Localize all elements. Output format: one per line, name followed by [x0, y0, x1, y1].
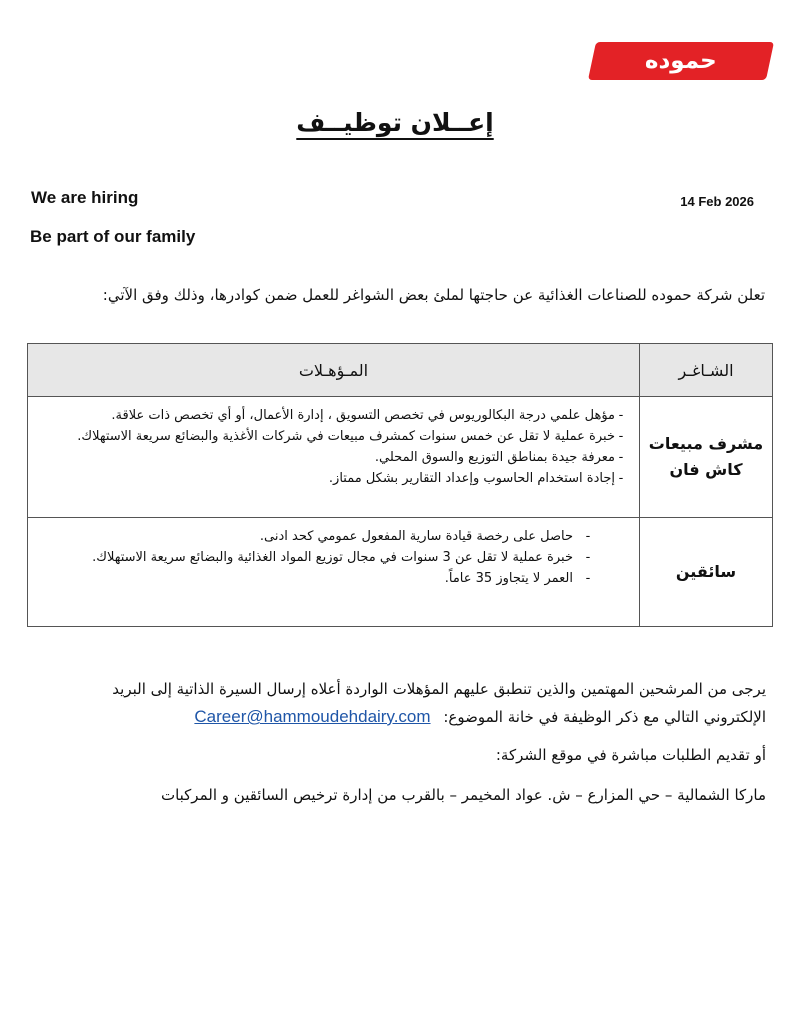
bullet-dash: - — [618, 408, 624, 423]
instructions-line: يرجى من المرشحين المهتمين والذين تنطبق عليهم المؤهلات الواردة أعلاه إرسال السيرة الذاتية إلى البريد — [112, 680, 766, 698]
logo-text: حموده — [645, 47, 717, 74]
list-item — [38, 547, 627, 568]
table-row — [28, 518, 773, 627]
bullet-dash: - — [618, 471, 624, 486]
vacancies-table — [27, 343, 773, 627]
qualification-text: مؤهل علمي درجة البكالوريوس في تخصص التسويق ، إدارة الأعمال، أو أي تخصص ذات علاقة. — [111, 408, 615, 423]
qualifications-cell — [28, 518, 640, 627]
page-title: إعــلان توظيــف — [296, 108, 494, 137]
instructions-line — [28, 703, 766, 731]
bullet-dash: - — [585, 550, 591, 565]
list-item — [38, 468, 627, 489]
bullet-dash: - — [618, 429, 624, 444]
email-link[interactable]: Career@hammoudehdairy.com — [194, 707, 431, 726]
table-row — [28, 397, 773, 518]
qualification-text: حاصل على رخصة قيادة سارية المفعول عمومي كحد ادنى. — [259, 529, 573, 544]
job-column-header: الشـاغـر — [640, 344, 773, 397]
list-item — [38, 526, 627, 547]
hiring-heading: We are hiring — [31, 188, 139, 207]
list-item — [38, 568, 627, 589]
list-item — [38, 405, 627, 426]
qualification-text: معرفة جيدة بمناطق التوزيع والسوق المحلي. — [374, 450, 615, 465]
job-title-cell — [640, 518, 773, 627]
job-title-line: سائقين — [675, 562, 737, 581]
company-logo — [588, 42, 774, 80]
company-address: ماركا الشمالية – حي المزارع – ش. عواد المخيمر – بالقرب من إدارة ترخيص السائقين و المركبات — [160, 786, 766, 804]
job-title-cell — [640, 397, 773, 518]
announcement-date: 14 Feb 2026 — [680, 194, 754, 209]
application-instructions — [28, 676, 766, 731]
instructions-text: الإلكتروني التالي مع ذكر الوظيفة في خانة الموضوع: — [443, 708, 766, 726]
qualifications-list — [38, 526, 627, 589]
qualifications-list — [38, 405, 627, 489]
family-subheading: Be part of our family — [30, 227, 196, 246]
table-header-row — [28, 344, 773, 397]
bullet-dash: - — [585, 529, 591, 544]
list-item — [38, 426, 627, 447]
qualification-text: خبرة عملية لا تقل عن خمس سنوات كمشرف مبيعات في شركات الأغذية والبضائع سريعة الاستهلاك. — [77, 429, 615, 444]
job-title-line: مشرف مبيعات — [648, 434, 764, 453]
qualifications-cell — [28, 397, 640, 518]
bullet-dash: - — [618, 450, 624, 465]
qualifications-column-header: المـؤهـلات — [28, 344, 640, 397]
direct-apply-text: أو تقديم الطلبات مباشرة في موقع الشركة: — [495, 746, 766, 764]
intro-paragraph: تعلن شركة حموده للصناعات الغذائية عن حاجتها لملئ بعض الشواغر للعمل ضمن كوادرها، وذلك وفق الآتي: — [102, 286, 765, 304]
qualification-text: خبرة عملية لا تقل عن 3 سنوات في مجال توزيع المواد الغذائية والبضائع سريعة الاستهلاك. — [92, 550, 573, 565]
bullet-dash: - — [585, 571, 591, 586]
job-title-line: كاش فان — [669, 460, 743, 479]
qualification-text: إجادة استخدام الحاسوب وإعداد التقارير بشكل ممتاز. — [328, 471, 615, 486]
qualification-text: العمر لا يتجاوز 35 عاماً. — [444, 571, 573, 586]
list-item — [38, 447, 627, 468]
